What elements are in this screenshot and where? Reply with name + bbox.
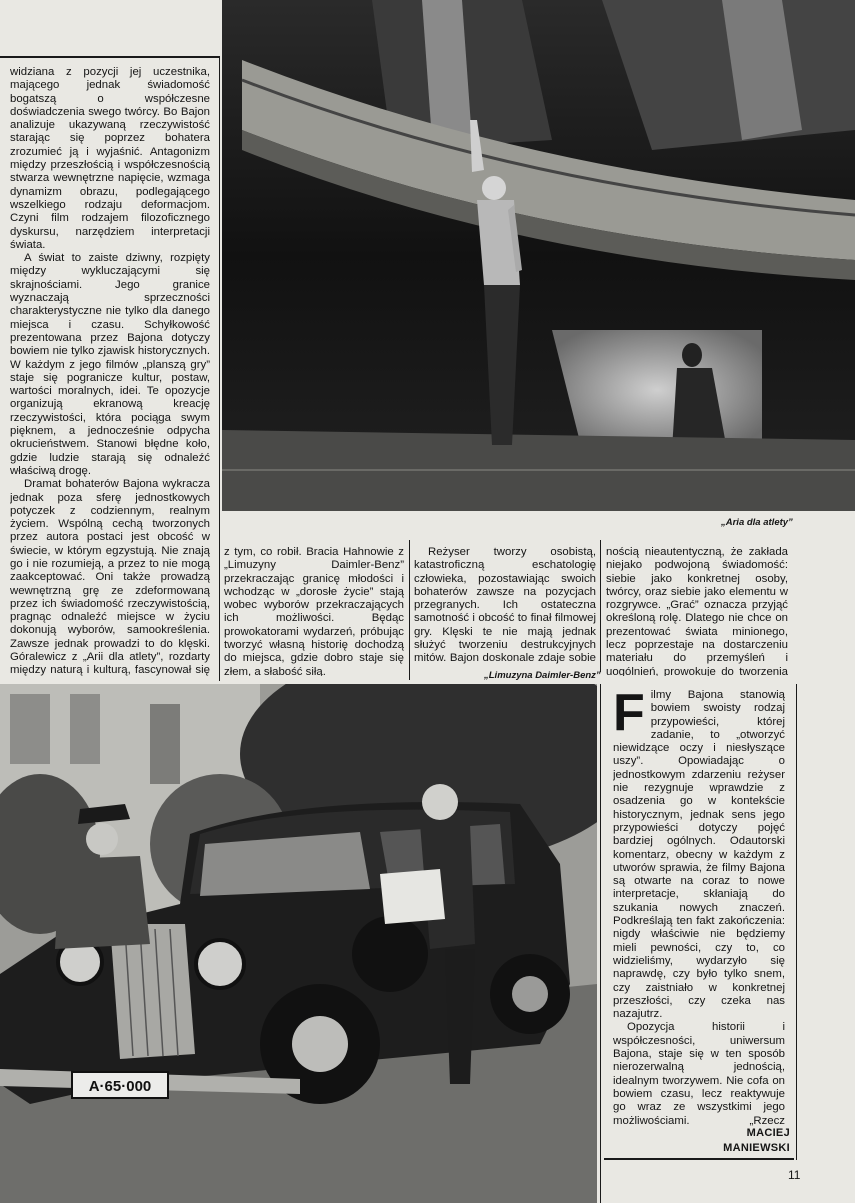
- paragraph: Dramat bohaterów Bajona wykracza jednak poza sferę jednostkowych potyczek z codziennym, realnym życiem. Wspólną cechą tworzonych przez autora postaci jest obcość w świecie, w którym egzystują. Nie znają go i nie rozumieją, a przez to nie mogą zaakceptować. Oni także prowadzą wewnętrzną grę ze zdeformowaną przez ich świadomość rzeczywistością, pragnąc odnaleźć miejsce w życiu dokonują wyborów, samookreślenia. Zawsze jednak prowadzi to do klęski. Góralewicz z „Arii dla atlety”, rozdarty między naturą i kulturą, fascynował się: [10, 478, 210, 677]
- car-plate-text: A·65·000: [88, 1078, 152, 1095]
- paragraph: widziana z pozycji jej uczestnika, mającego jednak świadomość bogatszą o współczesne doświadczenia swego twórcy. Bo Bajon analizuje ukazywaną rzeczywistość starając się poprzez bohatera zrozumieć ją i wyjaśnić. Antagonizm między przeszłością i współczesnością stwarza wewnętrzne napięcie, wzmaga dynamizm obrazu, podlegającego wszelkiego rodzaju deformacjom. Czyni film rodzajem filozoficznego dyskursu, narzędziem interpretacji świata.: [10, 66, 210, 251]
- sidebar-text: [613, 689, 785, 1127]
- caption-aria: „Aria dla atlety”: [721, 517, 793, 528]
- drop-cap: F: [613, 689, 645, 742]
- paragraph: Opozycja historii i współczesności, uniwersum Bajona, staje się w ten sposób nierozerwalną jednością, idealnym tworzywem. Nie cofa on bowiem czasu, lecz reaktywuje go wraz ze wszystkimi jego możliwościami. „Rzecz: [613, 1021, 785, 1127]
- sidebar-border: [600, 684, 601, 1203]
- sidebar-first-paragraph: [613, 689, 785, 1021]
- column-divider: [219, 56, 220, 681]
- paragraph: A świat to zaiste dziwny, rozpięty między wykluczającymi się skrajnościami. Jego granice wyznaczają sprzeczności charakterystyczne nie tylko dla danego miejsca i czasu. Schyłkowość prezentowana przez Bajona dotyczy bowiem nie tylko zjawisk historycznych. W każdym z jego filmów „planszą gry” staje się pogranicze kultur, postaw, wartości moralnych, idei. Te opozycje organizują ekranową kreację rzeczywistości, która pociąga swym pięknem, a jednocześnie odpycha okrucieństwem. Stanowi błędne koło, gdzie ludzie starają się odnaleźć właściwą drogę.: [10, 252, 210, 477]
- photo-limuzyna-daimler-benz: [0, 684, 597, 1203]
- article-column-4: [606, 546, 788, 676]
- sidebar-bottom-rule: [604, 1158, 794, 1160]
- article-column-1: [10, 66, 210, 678]
- author-first-name: MACIEJ: [746, 1127, 790, 1139]
- photo-limuzyna-image: [0, 684, 597, 1203]
- paragraph: nością nieautentyczną, że zakłada niejako podwojoną świadomość: siebie jako konkretnej osoby, twórcy, oraz siebie jako elementu w rozgrywce. „Grać” oznacza przyjąć określoną rolę. Dlatego nie chce on prezentować świata minionego, lecz poprzestaje na dostarczeniu materiału do przemyśleń i uogólnień, prowokuje do tworzenia: [606, 546, 788, 676]
- author-last-name: MANIEWSKI: [723, 1142, 790, 1154]
- paragraph: Reżyser tworzy osobistą, katastroficzną eschatologię człowieka, pozostawiając swoich bohaterów zawsze na pozycjach przegranych. Ich ostateczna samotność i obcość to finał filmowej gry. Klęski te nie mają jednak służyć tworzeniu destrukcyjnych mitów. Bajon doskonale zdaje sobie: [414, 546, 596, 664]
- paragraph: z tym, co robił. Bracia Hahnowie z „Limuzyny Daimler-Benz” przekraczając granicę młodości i wchodząc w „dorosłe życie” stają wobec wyborów przekraczających ich możliwości. Będąc prowokatorami wydarzeń, próbując tworzyć własną historię dochodzą do miejsca, gdzie dobro staje się złem, a słabość siłą.: [224, 546, 404, 676]
- header-rule: [0, 56, 220, 58]
- article-column-2: [224, 546, 404, 676]
- photo-aria-image: [222, 0, 855, 511]
- article-column-3: [414, 546, 596, 664]
- caption-limuzyna: „Limuzyna Daimler-Benz”: [484, 670, 601, 681]
- column-divider: [600, 540, 601, 672]
- page-number: 11: [788, 1168, 801, 1182]
- photo-aria-dla-atlety: [222, 0, 855, 511]
- right-border: [796, 684, 797, 1160]
- column-divider: [409, 540, 410, 680]
- paragraph: ilmy Bajona stanowią bowiem swoisty rodzaj przypowieści, której zadanie, to „otworzyć niewidzące oczy i niesłyszące uszy”. Opowiadając o jednostkowym zdarzeniu reżyser nie rezygnuje wprawdzie z osadzenia go w kontekście historycznym, jednak sens jego przypowieści dotyczy pojęć bardziej ogólnych. Odautorski komentarz, obecny w każdym z utworów sprawia, że filmy Bajona są otwarte na coraz to nowe interpretacje, skłaniają do szukania nowych znaczeń. Podkreślają ten fakt zakończenia: nigdy właściwie nie będziemy mieli pewności, czy to, co widzieliśmy, wydarzyło się naprawdę, czy było tylko snem, czy zaistniało w konkretnej przeszłości, czy czeka nas nazajutrz.: [613, 689, 785, 1021]
- author-name: [612, 1126, 790, 1156]
